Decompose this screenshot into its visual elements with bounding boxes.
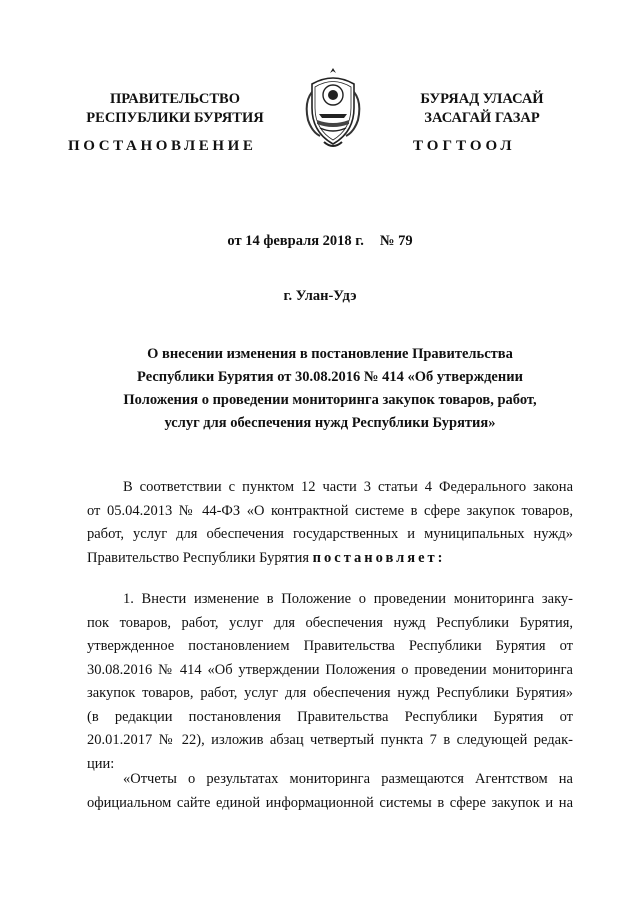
paragraph-line: закупок товаров, работ, услуг для обеспечения нужд Республики Бурятия» [87, 685, 573, 701]
preamble-paragraph [87, 476, 573, 570]
paragraph-line: В соответствии с пунктом 12 части 3 статьи 4 Федерального закона [123, 479, 573, 495]
header-left-line-2: РЕСПУБЛИКИ БУРЯТИЯ [86, 110, 264, 126]
paragraph-line: 20.01.2017 № 22), изложив абзац четвертый пункта 7 в следующей редак- [87, 732, 573, 748]
paragraph-line: (в редакции постановления Правительства Республики Бурятия от [87, 708, 573, 725]
document-number: № 79 [379, 233, 413, 249]
paragraph-line: пок товаров, работ, услуг для обеспечения нужд Республики Бурятия, [87, 614, 573, 631]
paragraph-line: ции: [87, 755, 115, 772]
header-right-block [382, 90, 582, 128]
item-1-paragraph [87, 588, 573, 776]
header-left-line-1: ПРАВИТЕЛЬСТВО [110, 91, 240, 107]
title-line: Республики Бурятия от 30.08.2016 № 414 «Об утверждении [137, 369, 523, 385]
decree-subject: Правительство Республики Бурятия [87, 549, 310, 566]
document-date: от 14 февраля 2018 г. [227, 233, 364, 249]
date-line [0, 233, 640, 250]
document-city: г. Улан-Удэ [283, 288, 357, 304]
doctype-russian: ПОСТАНОВЛЕНИЕ [68, 138, 257, 154]
paragraph-line: официальном сайте единой информационной системы в сфере закупок и на [87, 794, 573, 811]
document-title [90, 343, 570, 435]
paragraph-line: от 05.04.2013 № 44-ФЗ «О контрактной системе в сфере закупок товаров, [87, 502, 573, 519]
paragraph-line: работ, услуг для обеспечения государственных и муниципальных нужд» [87, 526, 573, 542]
coat-of-arms-icon [300, 62, 366, 152]
paragraph-line: утвержденное постановлением Правительства Республики Бурятия от [87, 638, 573, 654]
quoted-paragraph [87, 768, 573, 815]
paragraph-line [87, 547, 573, 571]
title-line: Положения о проведении мониторинга закупок товаров, работ, [123, 392, 537, 408]
paragraph-line: «Отчеты о результатах мониторинга размещаются Агентством на [123, 771, 573, 787]
paragraph-line: 1. Внести изменение в Положение о проведении мониторинга заку- [123, 591, 573, 607]
title-line: О внесении изменения в постановление Правительства [147, 346, 513, 362]
header-right-line-1: БУРЯАД УЛАСАЙ [420, 91, 544, 107]
header-right-line-2: ЗАСАГАЙ ГАЗАР [424, 110, 540, 126]
header-left-block [70, 90, 280, 128]
decree-word: постановляет: [312, 549, 446, 566]
doctype-buryat: ТОГТООЛ [413, 138, 516, 154]
paragraph-line: 30.08.2016 № 414 «Об утверждении Положения о проведении мониторинга [87, 661, 573, 678]
title-line: услуг для обеспечения нужд Республики Бурятия» [164, 415, 496, 431]
